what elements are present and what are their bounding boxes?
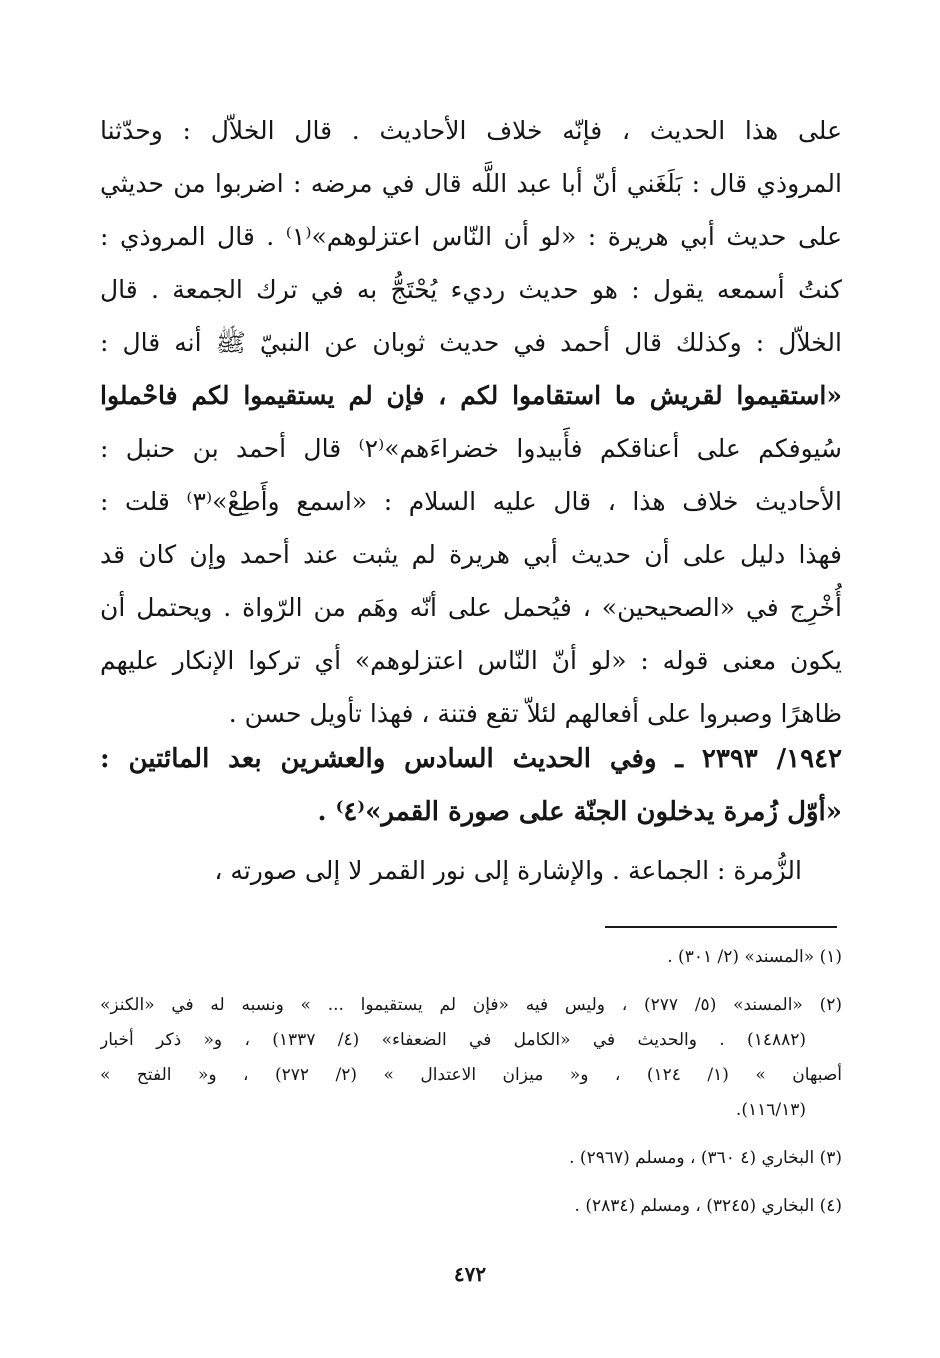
text-line: كنتُ أسمعه يقول : هو حديث رديء يُحْتَجُّ به في ترك الجمعة . قال — [100, 275, 842, 304]
text-line: ظاهرًا وصبروا على أفعالهم لئلاّ تقع فتنة ، فهذا تأويل حسن . — [228, 699, 842, 728]
final-paragraph — [100, 844, 842, 897]
text-line: الأحاديث خلاف هذا ، قال عليه السلام : «اسمع وأَطِعْ»⁽٣⁾ قلت : — [100, 487, 842, 516]
footnotes — [100, 940, 842, 1224]
page-number: ٤٧٢ — [453, 1262, 487, 1286]
footnote-2-line: (١٤٨٨٢) . والحديث في «الكامل في الضعفاء» (٤/ ١٣٣٧) ، و« ذكر أخبار — [100, 1030, 806, 1050]
footnote-2-line: (٢) «المسند» (٥/ ٢٧٧) ، وليس فيه «فإن لم يستقيموا ... » ونسبه له في «الكنز» — [100, 995, 842, 1015]
footnote-2-line: (١١٦/١٣). — [735, 1100, 806, 1120]
text-line-hadith: «استقيموا لقريش ما استقاموا لكم ، فإن لم يستقيموا لكم فاحْملوا — [100, 381, 842, 410]
text-line: يكون معنى قوله : «لو أنّ النّاس اعتزلوهم» أي تركوا الإنكار عليهم — [100, 646, 842, 675]
main-paragraph — [100, 104, 842, 740]
text-line: سُيوفكم على أعناقكم فأَبيدوا خضراءَهم»⁽٢⁾ قال أحمد بن حنبل : — [100, 434, 842, 463]
heading-line: ١٩٤٢/ ٢٣٩٣ ـ وفي الحديث السادس والعشرين بعد المائتين : — [100, 744, 842, 774]
hadith-heading — [100, 733, 842, 839]
footnote-4: (٤) البخاري (٣٢٤٥) ، ومسلم (٢٨٣٤) . — [574, 1196, 842, 1216]
text-line: أُخْرِج في «الصحيحين» ، فيُحمل على أنّه وهَم من الرّواة . ويحتمل أن — [100, 593, 842, 622]
footnote-divider — [605, 926, 837, 928]
text-line: الخلاّل : وكذلك قال أحمد في حديث ثوبان عن النبيّ ﷺ أنه قال : — [100, 328, 842, 357]
footnote-3: (٣) البخاري (٤ ٣٦٠) ، ومسلم (٢٩٦٧) . — [569, 1148, 842, 1168]
text-line: على هذا الحديث ، فإنّه خلاف الأحاديث . قال الخلاّل : وحدّثنا — [100, 116, 842, 145]
text-line: المروذي قال : بَلَغَني أنّ أبا عبد اللَّه قال في مرضه : اضربوا من حديثي — [100, 169, 842, 198]
footnote-1: (١) «المسند» (٢/ ٣٠١) . — [667, 947, 842, 967]
text-line: فهذا دليل على أن حديث أبي هريرة لم يثبت عند أحمد وإن كان قد — [100, 540, 842, 569]
text-line: على حديث أبي هريرة : «لو أن النّاس اعتزلوهم»⁽١⁾ . قال المروذي : — [100, 222, 842, 251]
text-line: الزُّمرة : الجماعة . والإشارة إلى نور القمر لا إلى صورته ، — [214, 856, 802, 885]
heading-line: «أوّل زُمرة يدخلون الجنّة على صورة القمر»⁽٤⁾ . — [317, 797, 842, 827]
footnote-2-line: أصبهان » (١/ ١٢٤) ، و« ميزان الاعتدال » (٢/ ٢٧٢) ، و« الفتح » — [100, 1065, 842, 1085]
